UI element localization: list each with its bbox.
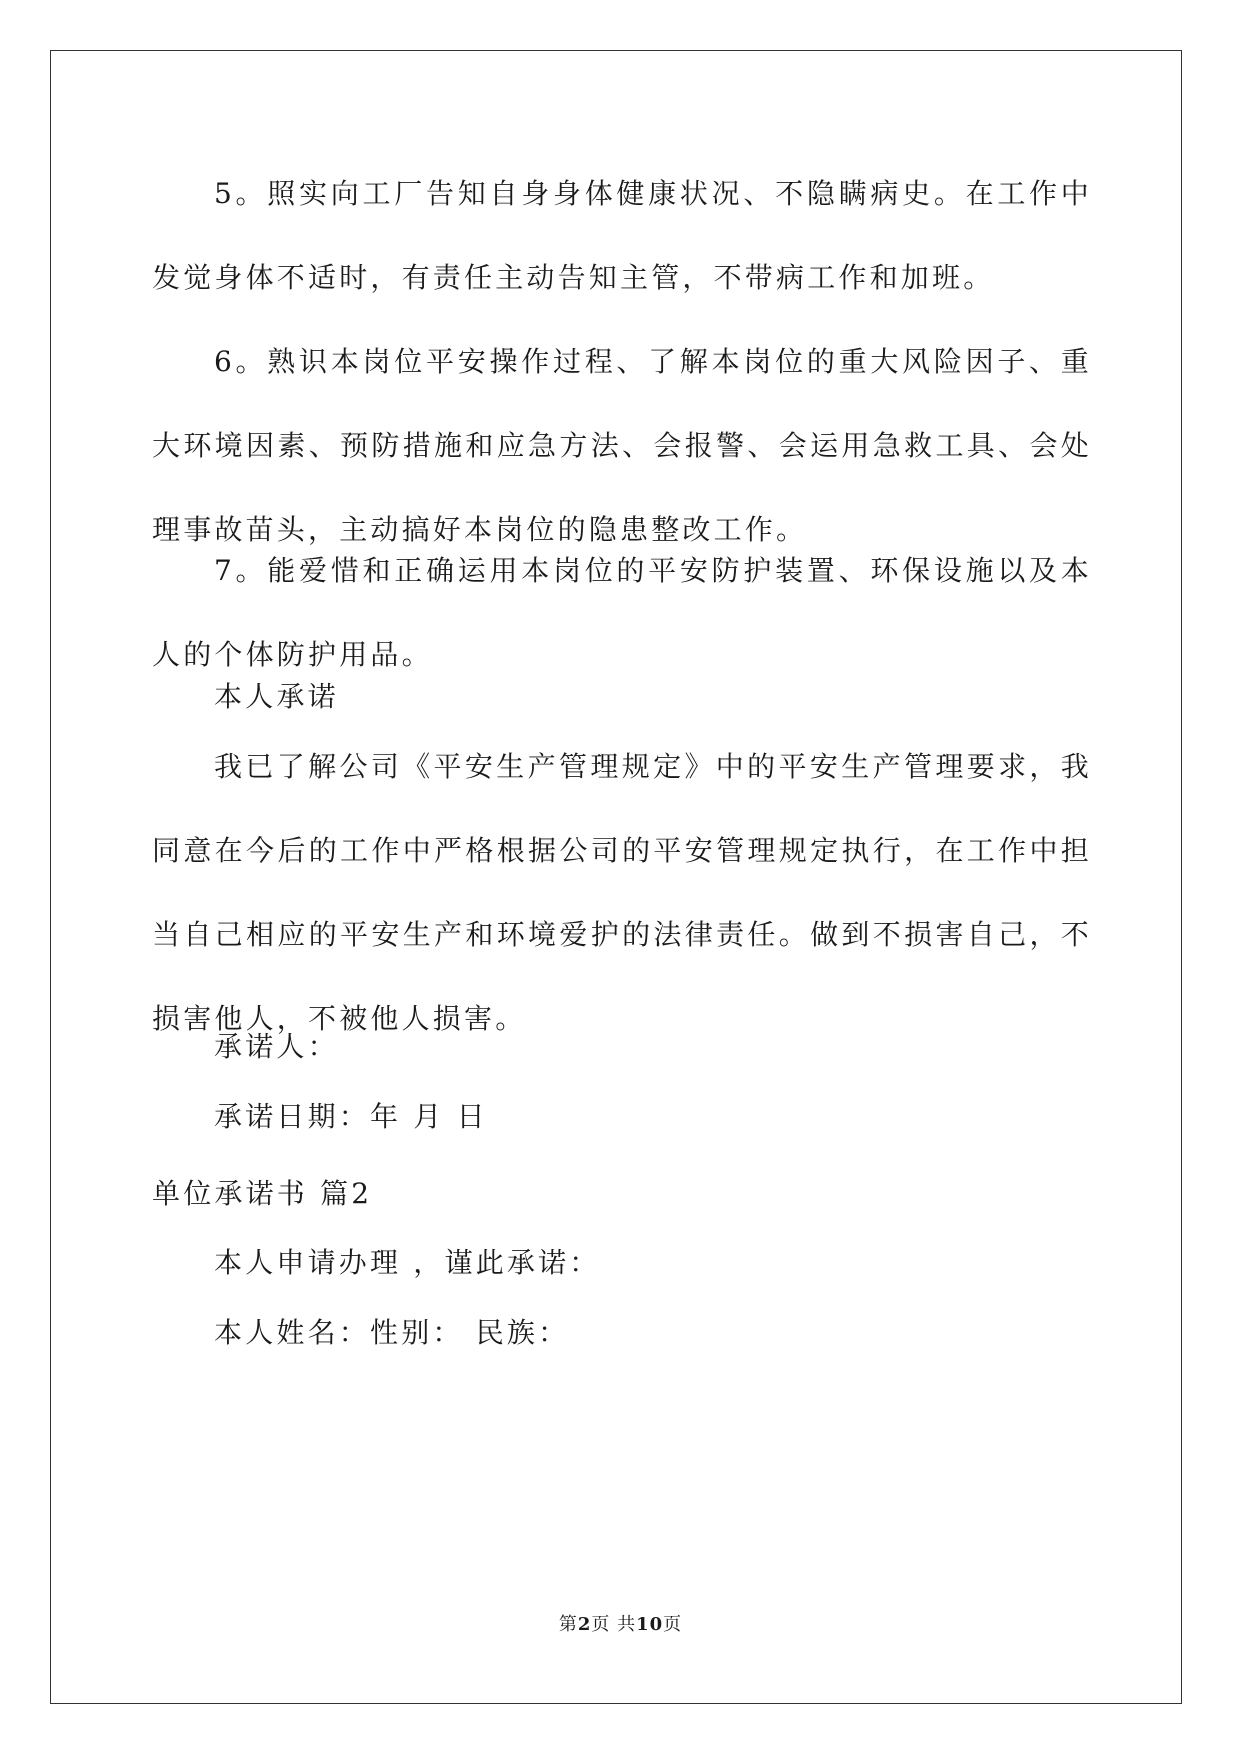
footer-prefix: 第	[558, 1614, 578, 1635]
page-footer	[0, 1610, 1241, 1636]
footer-total-pages: 10	[636, 1614, 664, 1635]
date-line: 承诺日期：年 月 日	[214, 1100, 488, 1133]
footer-suffix: 页	[663, 1614, 683, 1635]
commitment-body: 我已了解公司《平安生产管理规定》中的平安生产管理要求，我同意在今后的工作中严格根据公司的平安管理规定执行，在工作中担当自己相应的平安生产和环境爱护的法律责任。做到不损害自己，不损害他人，不被他人损害。	[152, 750, 1092, 1035]
paragraph-item-6: 6。熟识本岗位平安操作过程、了解本岗位的重大风险因子、重大环境因素、预防措施和应急方法、会报警、会运用急救工具、会处理事故苗头，主动搞好本岗位的隐患整改工作。	[152, 345, 1092, 546]
signer-line: 承诺人：	[214, 1030, 339, 1063]
footer-mid: 页 共	[591, 1614, 637, 1635]
personal-info-line: 本人姓名：性别： 民族：	[214, 1316, 570, 1349]
commitment-heading: 本人承诺	[214, 680, 339, 713]
paragraph-item-7: 7。能爱惜和正确运用本岗位的平安防护装置、环保设施以及本人的个体防护用品。	[152, 554, 1092, 671]
application-line: 本人申请办理 ，谨此承诺：	[214, 1246, 601, 1279]
paragraph-item-5: 5。照实向工厂告知自身身体健康状况、不隐瞒病史。在工作中发觉身体不适时，有责任主动告知主管，不带病工作和加班。	[152, 177, 1092, 294]
footer-page-number: 2	[577, 1614, 592, 1635]
section-heading: 单位承诺书 篇2	[152, 1177, 373, 1210]
